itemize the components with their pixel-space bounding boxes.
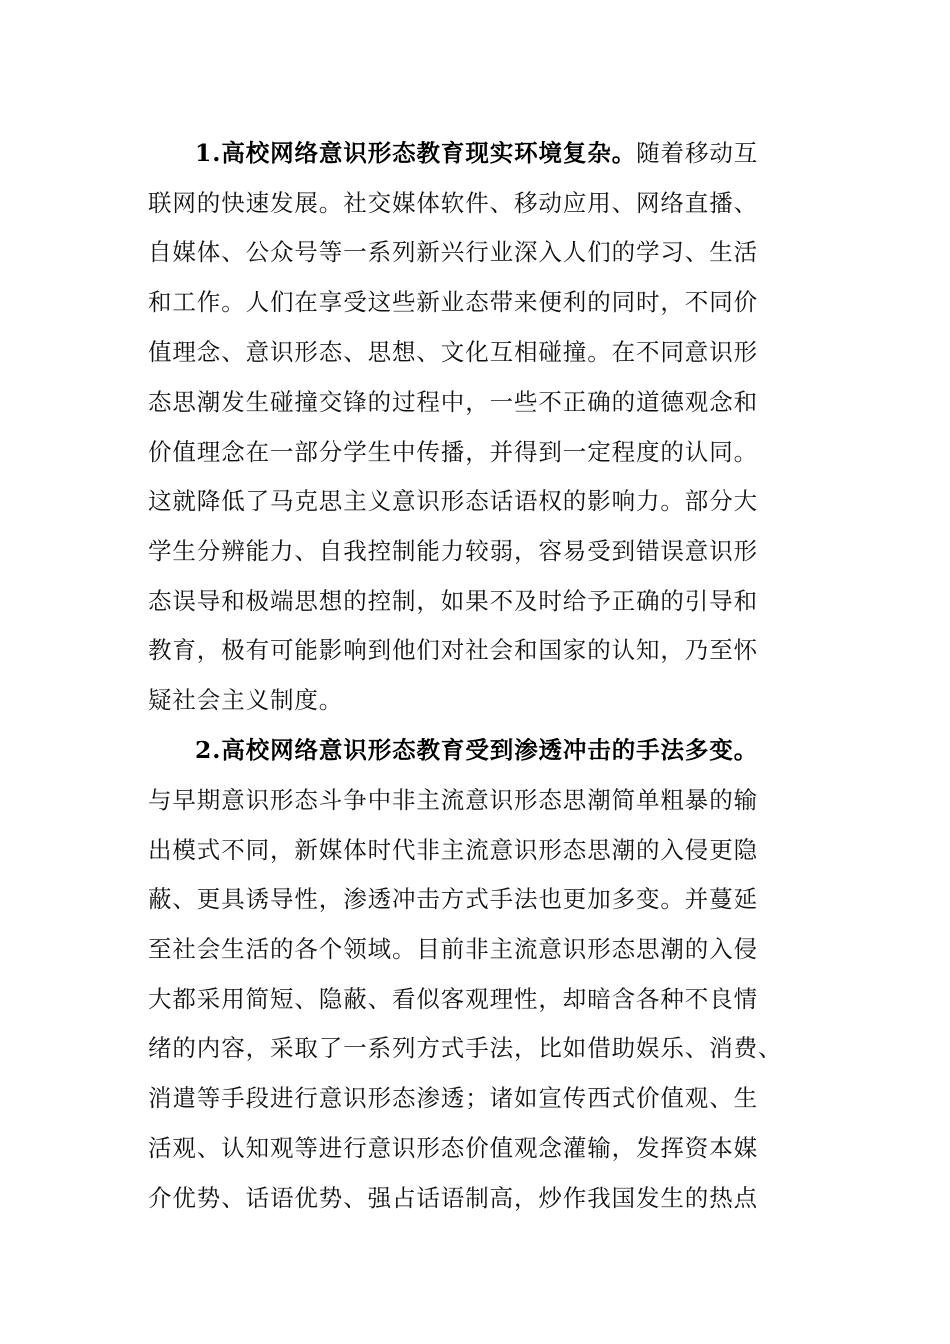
paragraph-1-line-11: 教育，极有可能影响到他们对社会和国家的认知，乃至怀 [148,636,758,664]
paragraph-1-line-8: 这就降低了马克思主义意识形态话语权的影响力。部分大 [148,487,758,515]
paragraph-2-line-10: 介优势、话语优势、强占话语制高，炒作我国发生的热点 [148,1184,758,1212]
paragraph-2-line-8: 消遣等手段进行意识形态渗透；诸如宣传西式价值观、生 [148,1084,758,1112]
paragraph-1-line-1 [195,137,758,169]
paragraph-1-line-2: 联网的快速发展。社交媒体软件、移动应用、网络直播、 [148,189,758,217]
paragraph-1-text: 随着移动互 [636,139,759,167]
paragraph-1-line-4: 和工作。人们在享受这些新业态带来便利的同时，不同价 [148,288,758,316]
paragraph-2-line-2: 与早期意识形态斗争中非主流意识形态思潮简单粗暴的输 [148,786,758,814]
paragraph-1-line-3: 自媒体、公众号等一系列新兴行业深入人们的学习、生活 [148,238,758,266]
paragraph-2-line-6: 大都采用简短、隐蔽、看似客观理性，却暗含各种不良情 [148,985,758,1013]
paragraph-2-line-9: 活观、认知观等进行意识形态价值观念灌输，发挥资本媒 [148,1134,758,1162]
paragraph-1-line-10: 态误导和极端思想的控制，如果不及时给予正确的引导和 [148,587,758,615]
paragraph-1-line-12: 疑社会主义制度。 [148,686,344,714]
paragraph-2-line-7: 绪的内容，采取了一系列方式手法，比如借助娱乐、消费、 [148,1034,783,1062]
paragraph-1-heading: 1.高校网络意识形态教育现实环境复杂。 [195,139,637,167]
paragraph-2-line-5: 至社会生活的各个领域。目前非主流意识形态思潮的入侵 [148,935,758,963]
paragraph-2-heading: 2.高校网络意识形态教育受到渗透冲击的手法多变。 [195,736,759,764]
paragraph-1-line-9: 学生分辨能力、自我控制能力较弱，容易受到错误意识形 [148,537,758,565]
paragraph-2-line-1 [195,734,758,766]
paragraph-1-line-7: 价值理念在一部分学生中传播，并得到一定程度的认同。 [148,438,758,466]
paragraph-1-line-6: 态思潮发生碰撞交锋的过程中，一些不正确的道德观念和 [148,388,758,416]
paragraph-1-line-5: 值理念、意识形态、思想、文化互相碰撞。在不同意识形 [148,338,758,366]
paragraph-2-line-4: 蔽、更具诱导性，渗透冲击方式手法也更加多变。并蔓延 [148,885,758,913]
paragraph-2-line-3: 出模式不同，新媒体时代非主流意识形态思潮的入侵更隐 [148,836,758,864]
